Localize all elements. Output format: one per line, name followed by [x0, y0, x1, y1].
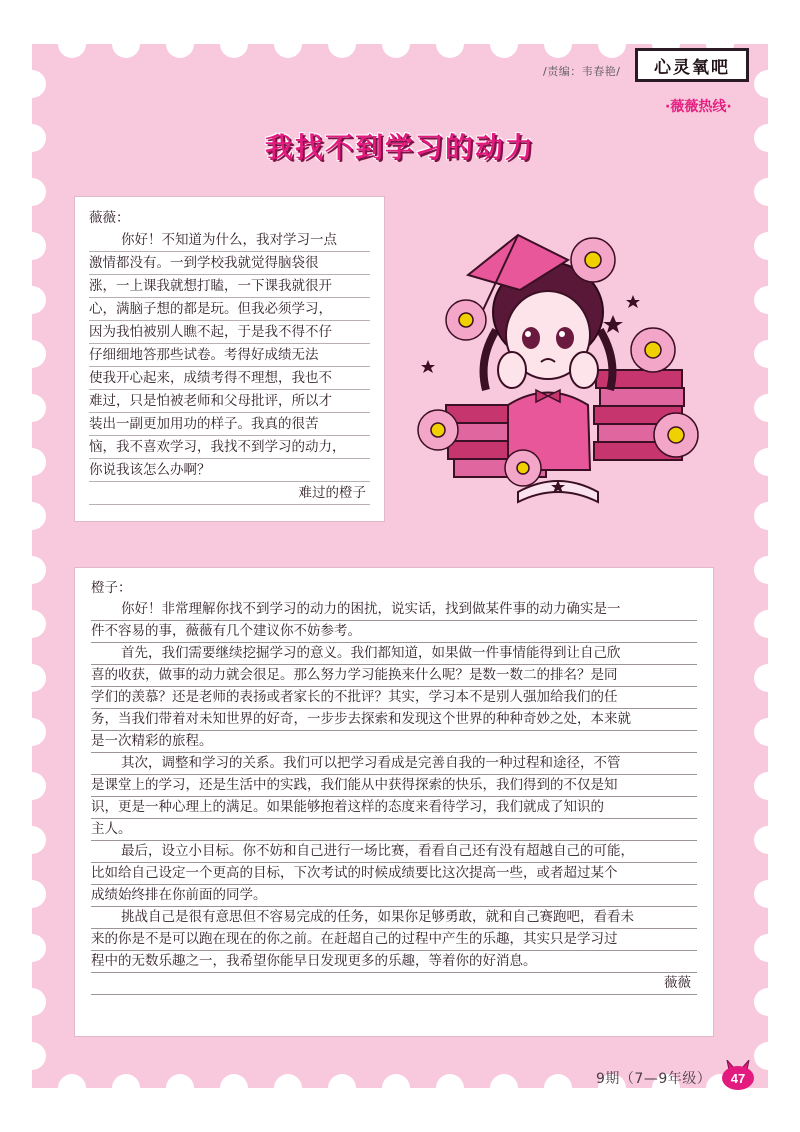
reply-line: 主人。	[91, 819, 697, 841]
perforation-hole	[58, 1074, 86, 1102]
reply-line: 首先，我们需要继续挖掘学习的意义。我们都知道，如果做一件事情能得到让自己欣	[91, 643, 697, 665]
perforation-hole	[754, 448, 782, 476]
perforation-hole	[754, 286, 782, 314]
perforation-hole	[18, 394, 46, 422]
perforation-hole	[18, 1042, 46, 1070]
perforation-hole	[18, 70, 46, 98]
letter-line: 恼，我不喜欢学习，我找不到学习的动力，	[89, 436, 370, 459]
section-label: 心灵氧吧	[635, 48, 749, 82]
perforation-hole	[18, 610, 46, 638]
reply-greeting: 橙子：	[91, 580, 132, 596]
perforation-hole	[754, 988, 782, 1016]
letter-line: 装出一副更加用功的样子。我真的很苦	[89, 413, 370, 436]
perforation-hole	[754, 178, 782, 206]
letter-signature: 难过的橙子	[89, 482, 370, 505]
perforation-hole	[220, 1074, 248, 1102]
perforation-hole	[382, 1074, 410, 1102]
article-title: 我找不到学习的动力	[264, 131, 535, 164]
reply-signature: 薇薇	[91, 973, 697, 995]
reply-line: 是一次精彩的旅程。	[91, 731, 697, 753]
perforation-hole	[490, 30, 518, 58]
reply-letter	[74, 567, 714, 1037]
perforation-hole	[436, 1074, 464, 1102]
perforation-hole	[328, 1074, 356, 1102]
perforation-hole	[754, 394, 782, 422]
editor-credit: /责编：韦春艳/	[543, 65, 621, 78]
letter-line: 心，满脑子想的都是玩。但我必须学习，	[89, 298, 370, 321]
perforation-hole	[112, 1074, 140, 1102]
perforation-hole	[18, 772, 46, 800]
letter-line: 使我开心起来，成绩考得不理想，我也不	[89, 367, 370, 390]
perforation-hole	[18, 880, 46, 908]
perforation-hole	[754, 826, 782, 854]
perforation-hole	[754, 70, 782, 98]
perforation-hole	[754, 556, 782, 584]
reply-line: 比如给自己设定一个更高的目标，下次考试的时候成绩要比这次提高一些，或者超过某个	[91, 863, 697, 885]
perforation-hole	[754, 718, 782, 746]
letter-line: 因为我怕被别人瞧不起，于是我不得不仔	[89, 321, 370, 344]
letter-line: 仔细细地答那些试卷。考得好成绩无法	[89, 344, 370, 367]
perforation-hole	[18, 232, 46, 260]
perforation-hole	[18, 934, 46, 962]
letter-line: 你说我该怎么办啊？	[89, 459, 370, 482]
perforation-hole	[166, 1074, 194, 1102]
perforation-hole	[18, 340, 46, 368]
perforation-hole	[544, 1074, 572, 1102]
perforation-hole	[166, 30, 194, 58]
perforation-hole	[754, 502, 782, 530]
perforation-hole	[436, 30, 464, 58]
page-number: 47	[730, 1071, 746, 1086]
reply-line: 是课堂上的学习，还是生活中的实践，我们能从中获得探索的快乐，我们得到的不仅是知	[91, 775, 697, 797]
page-number-badge	[721, 1060, 755, 1090]
perforation-hole	[382, 30, 410, 58]
perforation-hole	[18, 664, 46, 692]
perforation-hole	[754, 340, 782, 368]
perforation-hole	[544, 30, 572, 58]
reply-line: 学们的羡慕？还是老师的表扬或者家长的不批评？其实，学习本不是别人强加给我们的任	[91, 687, 697, 709]
letter-line: 激情都没有。一到学校我就觉得脑袋很	[89, 252, 370, 275]
perforation-hole	[754, 772, 782, 800]
column-name: ·薇薇热线·	[665, 99, 732, 115]
reply-line: 最后，设立小目标。你不妨和自己进行一场比赛，看看自己还有没有超越自己的可能，	[91, 841, 697, 863]
reply-line: 识，更是一种心理上的满足。如果能够抱着这样的态度来看待学习，我们就成了知识的	[91, 797, 697, 819]
perforation-hole	[490, 1074, 518, 1102]
perforation-hole	[112, 30, 140, 58]
perforation-hole	[754, 1042, 782, 1070]
perforation-hole	[18, 718, 46, 746]
girl-with-books-illustration	[408, 230, 706, 508]
perforation-hole	[328, 30, 356, 58]
perforation-hole	[274, 1074, 302, 1102]
perforation-hole	[18, 178, 46, 206]
perforation-hole	[18, 502, 46, 530]
perforation-hole	[18, 556, 46, 584]
reply-line: 你好！非常理解你找不到学习的动力的困扰，说实话，找到做某件事的动力确实是一	[91, 599, 697, 621]
reader-letter	[74, 196, 385, 522]
perforation-hole	[274, 30, 302, 58]
perforation-hole	[754, 880, 782, 908]
perforation-hole	[18, 286, 46, 314]
issue-label: 9期（7—9年级）	[596, 1071, 712, 1087]
perforation-hole	[598, 30, 626, 58]
reply-line: 来的你是不是可以跑在现在的你之前。在赶超自己的过程中产生的乐趣，其实只是学习过	[91, 929, 697, 951]
reply-line: 务，当我们带着对未知世界的好奇，一步步去探索和发现这个世界的种种奇妙之处，本来就	[91, 709, 697, 731]
reply-line: 挑战自己是很有意思但不容易完成的任务，如果你足够勇敢，就和自己赛跑吧，看看未	[91, 907, 697, 929]
perforation-hole	[220, 30, 248, 58]
letter-line: 你好！不知道为什么，我对学习一点	[89, 229, 370, 252]
letter-greeting: 薇薇：	[89, 210, 130, 226]
perforation-hole	[58, 30, 86, 58]
reply-line: 件不容易的事，薇薇有几个建议你不妨参考。	[91, 621, 697, 643]
letter-line: 难过，只是怕被老师和父母批评，所以才	[89, 390, 370, 413]
perforation-hole	[754, 934, 782, 962]
perforation-hole	[754, 232, 782, 260]
perforation-hole	[18, 826, 46, 854]
perforation-hole	[754, 664, 782, 692]
reply-line: 成绩始终排在你前面的同学。	[91, 885, 697, 907]
perforation-hole	[754, 610, 782, 638]
reply-line: 程中的无数乐趣之一，我希望你能早日发现更多的乐趣，等着你的好消息。	[91, 951, 697, 973]
perforation-hole	[18, 448, 46, 476]
perforation-hole	[18, 988, 46, 1016]
letter-line: 涨，一上课我就想打瞌，一下课我就很开	[89, 275, 370, 298]
reply-line: 喜的收获，做事的动力就会很足。那么努力学习能换来什么呢？是数一数二的排名？是同	[91, 665, 697, 687]
reply-line: 其次，调整和学习的关系。我们可以把学习看成是完善自我的一种过程和途径，不管	[91, 753, 697, 775]
